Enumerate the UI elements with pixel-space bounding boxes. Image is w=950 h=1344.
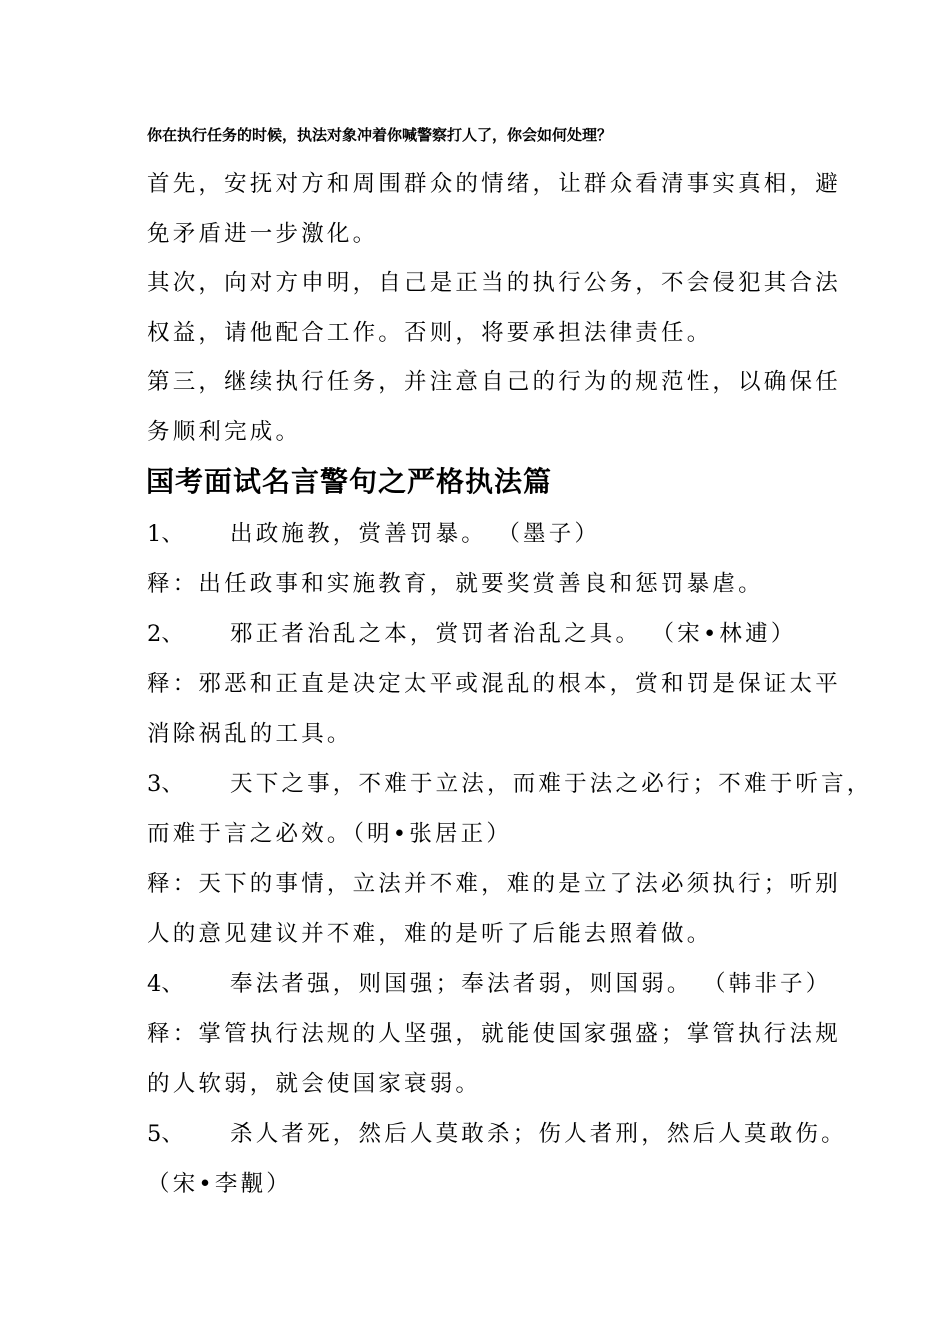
quote-number: 4、	[147, 971, 184, 997]
quote-number: 2、	[147, 621, 184, 647]
answer-line: 务顺利完成。	[147, 419, 302, 445]
quote-text: 杀人者死，然后人莫敢杀；伤人者刑，然后人莫敢伤。	[230, 1121, 847, 1147]
quote-explanation: 释：天下的事情，立法并不难，难的是立了法必须执行；听别	[147, 871, 841, 897]
quote-line	[147, 1116, 847, 1148]
quote-explanation: 消除祸乱的工具。	[147, 721, 353, 747]
question-title: 你在执行任务的时候，执法对象冲着你喊警察打人了，你会如何处理？	[147, 126, 613, 144]
quote-number: 5、	[147, 1121, 184, 1147]
quote-line	[147, 616, 797, 648]
quote-text: 邪正者治乱之本，赏罚者治乱之具。 （宋•林逋）	[230, 621, 797, 647]
quote-line	[147, 966, 831, 998]
answer-line: 免矛盾进一步激化。	[147, 221, 379, 247]
quote-explanation: 释：掌管执行法规的人坚强，就能使国家强盛；掌管执行法规	[147, 1021, 841, 1047]
answer-line: 其次，向对方申明，自己是正当的执行公务，不会侵犯其合法	[147, 270, 841, 296]
answer-line: 权益，请他配合工作。否则，将要承担法律责任。	[147, 320, 713, 346]
quote-text: 奉法者强，则国强；奉法者弱，则国弱。 （韩非子）	[230, 971, 832, 997]
answer-line: 第三，继续执行任务，并注意自己的行为的规范性，以确保任	[147, 369, 841, 395]
quote-explanation: 人的意见建议并不难，难的是听了后能去照着做。	[147, 921, 713, 947]
section-heading: 国考面试名言警句之严格执法篇	[146, 465, 553, 498]
quote-explanation: 释：邪恶和正直是决定太平或混乱的根本，赏和罚是保证太平	[147, 671, 841, 697]
quote-explanation: 的人软弱，就会使国家衰弱。	[147, 1071, 482, 1097]
quote-line	[147, 766, 873, 798]
quote-explanation: 释：出任政事和实施教育，就要奖赏善良和惩罚暴虐。	[147, 571, 764, 597]
quote-number: 1、	[147, 521, 184, 547]
quote-number: 3、	[147, 771, 184, 797]
quote-line	[147, 516, 600, 548]
quote-text-continued: （宋•李觏）	[147, 1171, 292, 1197]
quote-text-continued: 而难于言之必效。（明•张居正）	[147, 821, 513, 847]
quote-text: 出政施教，赏善罚暴。 （墨子）	[230, 521, 601, 547]
quote-text: 天下之事，不难于立法，而难于法之必行；不难于听言，	[230, 771, 873, 797]
answer-line: 首先，安抚对方和周围群众的情绪，让群众看清事实真相，避	[147, 171, 841, 197]
